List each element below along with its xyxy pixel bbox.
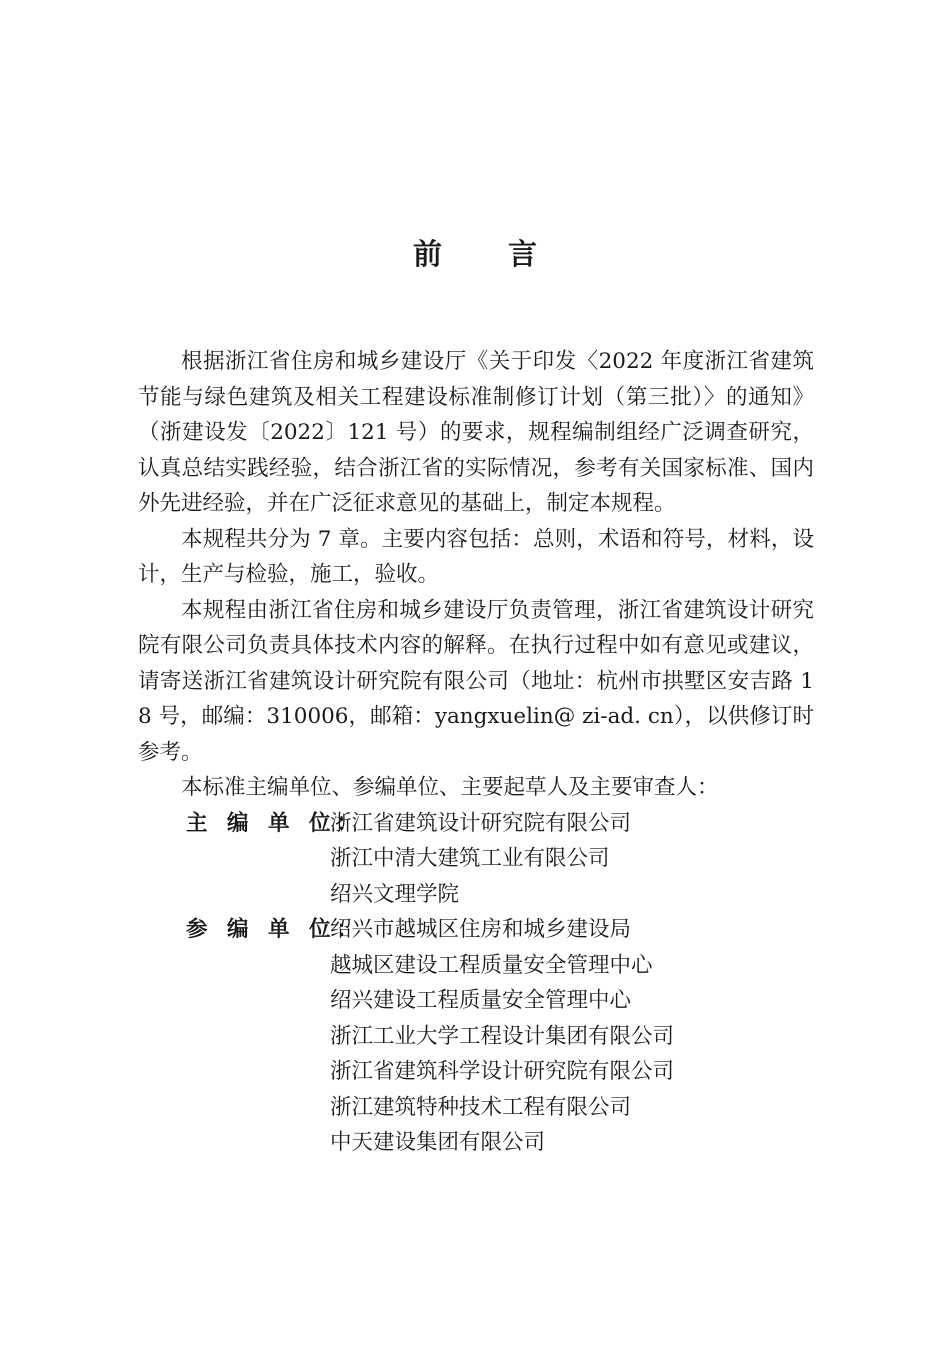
- list-item: 浙江省建筑科学设计研究院有限公司: [330, 1059, 675, 1084]
- paragraph-basis: 根据浙江省住房和城乡建设厅《关于印发〈2022 年度浙江省建筑节能与绿色建筑及相关工程建设标准制修订计划（第三批）〉的通知》（浙建设发〔2022〕121 号）的要求，规程编制组经广泛调查研究，认真总结实践经验，结合浙江省的实际情况，参考有关国家标准、国内外先进经验，并在广泛征求意见的基础上，制定本规程。: [138, 349, 814, 516]
- title-char-1: 前: [412, 237, 442, 271]
- paragraph-units-intro: 本标准主编单位、参编单位、主要起草人及主要审查人：: [181, 775, 719, 800]
- chief-editor-units: [138, 806, 814, 913]
- title-char-2: 言: [508, 237, 538, 271]
- chief-editor-label: 主 编 单 位：: [186, 810, 364, 836]
- list-item: 浙江中清大建筑工业有限公司: [330, 846, 610, 871]
- list-item: 浙江工业大学工程设计集团有限公司: [330, 1023, 675, 1049]
- chief-editor-list: [330, 806, 814, 913]
- participating-label: 参 编 单 位：: [186, 917, 364, 942]
- paragraph-management: 本规程由浙江省住房和城乡建设厅负责管理，浙江省建筑设计研究院有限公司负责具体技术内容的解释。在执行过程中如有意见或建议，请寄送浙江省建筑设计研究院有限公司（地址：杭州市拱墅区安吉路 18 号，邮编：310006，邮箱：yangxuelin@ zi-ad. cn），以供修订时参考。: [138, 597, 814, 765]
- list-item: 中天建设集团有限公司: [330, 1130, 546, 1155]
- page-title: [0, 232, 950, 276]
- list-item: 浙江省建筑设计研究院有限公司: [330, 810, 632, 836]
- list-item: 越城区建设工程质量安全管理中心: [330, 952, 653, 978]
- participating-units: [138, 912, 814, 1161]
- paragraph-chapters: 本规程共分为 7 章。主要内容包括：总则，术语和符号，材料，设计，生产与检验，施工，验收。: [138, 526, 814, 587]
- list-item: 浙江建筑特种技术工程有限公司: [330, 1094, 632, 1120]
- participating-list: [330, 912, 814, 1161]
- list-item: 绍兴建设工程质量安全管理中心: [330, 988, 632, 1013]
- preface-body: [138, 344, 814, 1161]
- list-item: 绍兴文理学院: [330, 881, 460, 907]
- list-item: 绍兴市越城区住房和城乡建设局: [330, 917, 632, 942]
